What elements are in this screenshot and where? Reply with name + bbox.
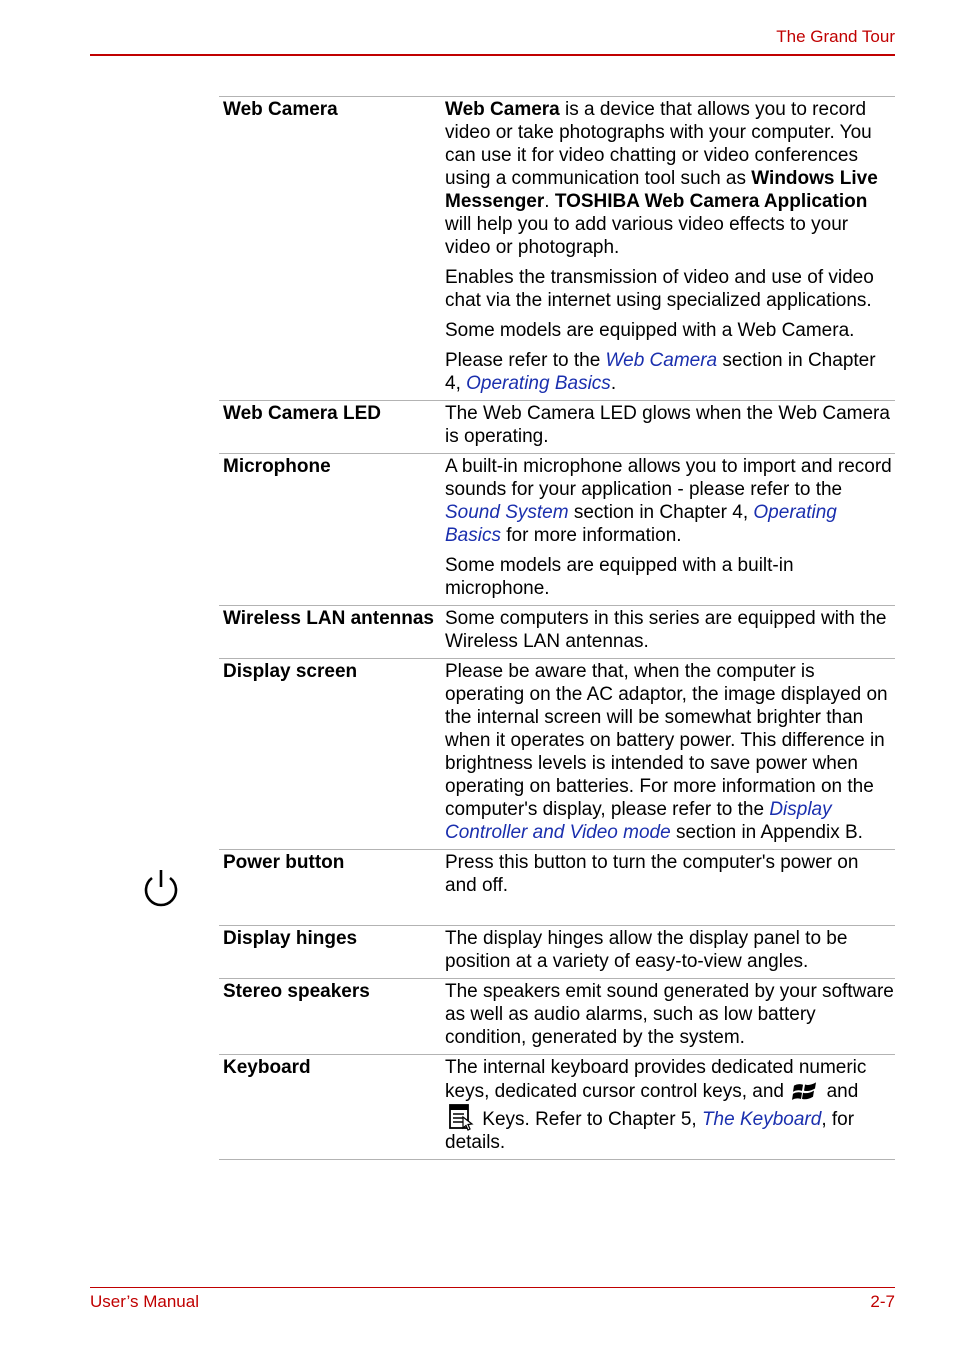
- table-row: [219, 926, 895, 979]
- web-camera-link[interactable]: Web Camera: [605, 350, 718, 371]
- row-description: [444, 1056, 895, 1154]
- table-row: [219, 850, 895, 926]
- sound-system-link[interactable]: Sound System: [445, 502, 569, 523]
- row-description: [444, 455, 895, 600]
- text-span: , for details.: [445, 1109, 855, 1153]
- text-span: section in Chapter 4,: [445, 350, 876, 394]
- row-term: Web Camera LED: [223, 403, 382, 424]
- text-span: is a device that allows you to record video or take photographs with your computer. You can use it for video chatting or video conferences using a communication tool such as: [445, 99, 872, 189]
- description-paragraph: [445, 455, 895, 547]
- row-term: Microphone: [223, 456, 331, 477]
- row-description: [444, 851, 895, 897]
- text-span: section in Appendix B.: [670, 822, 863, 843]
- row-description: [444, 607, 895, 653]
- text-span: Please refer to the: [445, 350, 606, 371]
- row-description: [444, 660, 895, 844]
- row-term: Display hinges: [223, 928, 358, 949]
- power-icon: [141, 866, 181, 910]
- description-paragraph: Some models are equipped with a Web Camera.: [445, 320, 855, 341]
- the-keyboard-link[interactable]: The Keyboard: [701, 1109, 822, 1130]
- text-span: section in Chapter 4,: [568, 502, 754, 523]
- bold-term: TOSHIBA Web Camera Application: [554, 191, 868, 212]
- table-row: [219, 401, 895, 454]
- text-span: will help you to add various video effects to your video or photograph.: [445, 214, 849, 258]
- display-controller-link[interactable]: Display Controller and Video mode: [445, 799, 832, 843]
- table-row: [219, 454, 895, 606]
- text-span: A built-in microphone allows you to import and record sounds for your application - please refer to the: [445, 456, 892, 500]
- description-paragraph: [445, 1056, 895, 1154]
- application-key-icon: [447, 1103, 475, 1131]
- footer-page-number: 2-7: [870, 1292, 895, 1311]
- description-paragraph: Press this button to turn the computer's power on and off.: [445, 852, 859, 896]
- row-term: Display screen: [223, 661, 358, 682]
- footer-rule: [90, 1287, 895, 1288]
- text-span: Please be aware that, when the computer is operating on the AC adaptor, the image displayed on the internal screen will be somewhat brighter than when it operates on battery power. This difference in brightness levels is intended to save power when operating on batteries. For more information on the computer's display, please refer to the: [445, 661, 888, 820]
- row-term: Keyboard: [223, 1057, 311, 1078]
- table-row: [219, 606, 895, 659]
- row-term: Web Camera: [223, 99, 338, 120]
- operating-basics-link[interactable]: Operating Basics: [445, 502, 837, 546]
- description-paragraph: Enables the transmission of video and use of video chat via the internet using specialized applications.: [445, 267, 874, 311]
- description-paragraph: [445, 349, 895, 395]
- footer-manual-label: User’s Manual: [90, 1292, 199, 1311]
- table-row: [219, 659, 895, 850]
- table-row: [219, 97, 895, 401]
- header-section-title: The Grand Tour: [776, 27, 895, 46]
- description-paragraph: The display hinges allow the display panel to be position at a variety of easy-to-view angles.: [445, 928, 848, 972]
- row-description: [444, 98, 895, 395]
- text-span: .: [544, 191, 555, 212]
- row-term: Power button: [223, 852, 345, 873]
- table-row: [219, 979, 895, 1055]
- bold-term: Web Camera: [445, 99, 560, 120]
- description-paragraph: [445, 98, 895, 259]
- text-span: Keys. Refer to Chapter 5,: [477, 1109, 702, 1130]
- description-paragraph: The Web Camera LED glows when the Web Camera is operating.: [445, 403, 890, 447]
- windows-key-icon: [791, 1079, 819, 1103]
- text-span: .: [610, 373, 617, 394]
- description-paragraph: The speakers emit sound generated by your software as well as audio alarms, such as low battery condition, generated by the system.: [445, 981, 894, 1048]
- bold-term: Windows Live Messenger: [445, 168, 878, 212]
- text-span: for more information.: [500, 525, 682, 546]
- row-description: [444, 980, 895, 1049]
- description-paragraph: [445, 660, 895, 844]
- header-rule: [90, 54, 895, 56]
- row-term: Wireless LAN antennas: [223, 608, 435, 629]
- description-paragraph: Some computers in this series are equipped with the Wireless LAN antennas.: [445, 608, 887, 652]
- table-row: [219, 1055, 895, 1160]
- text-span: The internal keyboard provides dedicated numeric keys, dedicated cursor control keys, and: [445, 1057, 867, 1102]
- row-description: [444, 927, 895, 973]
- feature-table: [219, 96, 895, 1160]
- row-term: Stereo speakers: [223, 981, 370, 1002]
- text-span: and: [821, 1081, 859, 1102]
- operating-basics-link[interactable]: Operating Basics: [466, 373, 611, 394]
- description-paragraph: Some models are equipped with a built-in microphone.: [445, 555, 794, 599]
- row-description: [444, 402, 895, 448]
